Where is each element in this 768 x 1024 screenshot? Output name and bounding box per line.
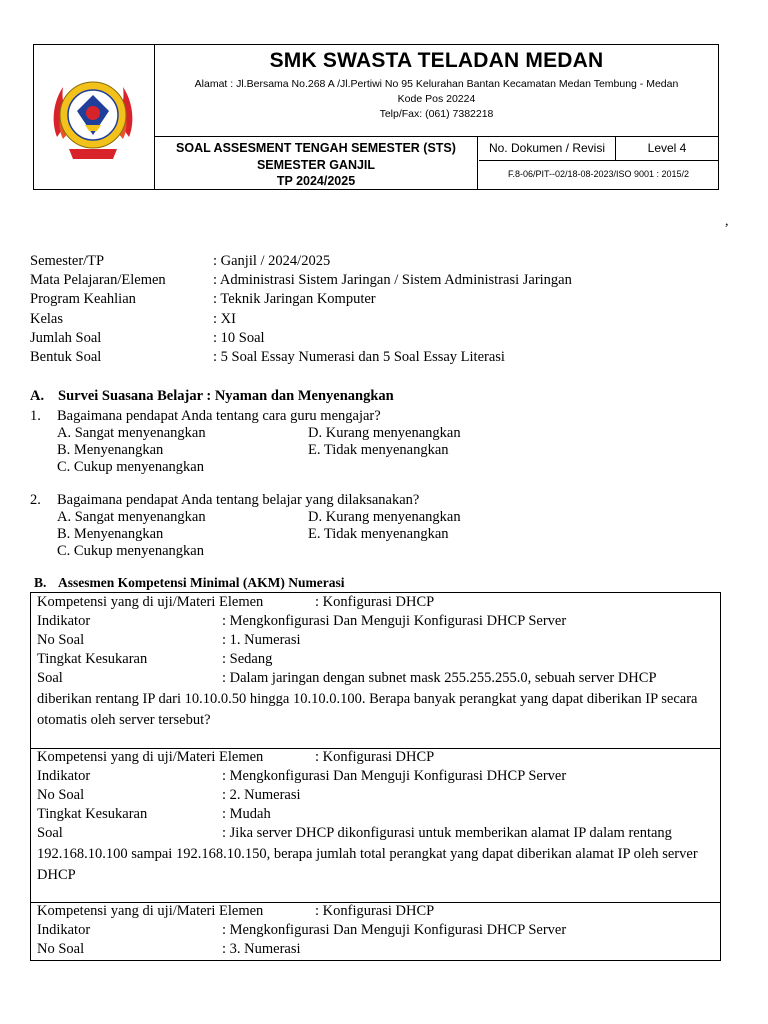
header-row-2	[155, 136, 718, 190]
indikator-value: : Mengkonfigurasi Dan Menguji Konfigurasi DHCP Server	[222, 613, 567, 629]
info-label: Program Keahlian	[30, 291, 136, 308]
tingkat-label: Tingkat Kesukaran	[37, 806, 148, 822]
question-number: 2.	[30, 492, 41, 508]
info-value: : Administrasi Sistem Jaringan / Sistem Administrasi Jaringan	[213, 272, 572, 289]
option-a: A. Sangat menyenangkan	[57, 425, 206, 441]
indikator-value: : Mengkonfigurasi Dan Menguji Konfigurasi DHCP Server	[222, 922, 567, 938]
school-info	[155, 45, 718, 122]
info-label: Mata Pelajaran/Elemen	[30, 272, 166, 289]
section-b-title	[34, 575, 344, 591]
question-text: Bagaimana pendapat Anda tentang belajar yang dilaksanakan?	[57, 492, 420, 508]
section-b-label: B.	[34, 575, 47, 590]
exam-title	[155, 137, 478, 190]
kompetensi-value: : Konfigurasi DHCP	[315, 594, 435, 610]
section-a-label: A.	[30, 388, 45, 404]
option-c: C. Cukup menyenangkan	[57, 459, 204, 475]
option-e: E. Tidak menyenangkan	[308, 526, 449, 542]
kompetensi-label: Kompetensi yang di uji/Materi Elemen	[37, 594, 264, 610]
level-label: Level 4	[616, 137, 718, 161]
no-soal-value: : 3. Numerasi	[222, 941, 301, 957]
info-value: : XI	[213, 310, 236, 327]
no-soal-value: : 2. Numerasi	[222, 787, 301, 803]
option-d: D. Kurang menyenangkan	[308, 425, 461, 441]
section-b-heading: Assesmen Kompetensi Minimal (AKM) Numerasi	[58, 575, 345, 590]
no-soal-label: No Soal	[37, 941, 85, 957]
school-address	[155, 77, 718, 122]
info-value: : Ganjil / 2024/2025	[213, 253, 331, 269]
exam-title-line1: SOAL ASSESMENT TENGAH SEMESTER (STS)	[176, 141, 456, 155]
option-d: D. Kurang menyenangkan	[308, 509, 461, 525]
option-b: B. Menyenangkan	[57, 442, 164, 458]
tingkat-value: : Mudah	[222, 806, 271, 822]
soal-value-continued: 192.168.10.100 sampai 192.168.10.150, berapa jumlah total perangkat yang dapat diberikan alamat IP oleh server DHCP	[37, 846, 698, 883]
logo-cell	[34, 45, 155, 189]
tingkat-label: Tingkat Kesukaran	[37, 651, 148, 667]
kompetensi-value: : Konfigurasi DHCP	[315, 903, 435, 919]
info-value: : 10 Soal	[213, 329, 265, 346]
kompetensi-label: Kompetensi yang di uji/Materi Elemen	[37, 749, 264, 765]
section-a-heading: Survei Suasana Belajar : Nyaman dan Menyenangkan	[58, 388, 394, 404]
soal-value-first-line: : Dalam jaringan dengan subnet mask 255.255.255.0, sebuah server DHCP	[222, 670, 657, 686]
info-value: : 5 Soal Essay Numerasi dan 5 Soal Essay Literasi	[213, 348, 505, 365]
kompetensi-label: Kompetensi yang di uji/Materi Elemen	[37, 903, 264, 919]
option-b: B. Menyenangkan	[57, 526, 164, 542]
address-line: Alamat : Jl.Bersama No.268 A /Jl.Pertiwi No 95 Kelurahan Bantan Kecamatan Medan Tembung - Medan	[194, 78, 679, 90]
school-name: SMK SWASTA TELADAN MEDAN	[269, 49, 604, 72]
logo-text-bottom: MEDAN	[82, 159, 108, 166]
postal-code: Kode Pos 20224	[397, 93, 476, 105]
option-c: C. Cukup menyenangkan	[57, 543, 204, 559]
no-soal-label: No Soal	[37, 632, 85, 648]
indikator-value: : Mengkonfigurasi Dan Menguji Konfigurasi DHCP Server	[222, 768, 567, 784]
info-label: Semester/TP	[30, 253, 105, 269]
doc-revision-label: No. Dokumen / Revisi	[479, 137, 616, 161]
info-label: Kelas	[30, 310, 64, 327]
info-label: Bentuk Soal	[30, 348, 102, 365]
soal-label: Soal	[37, 825, 63, 841]
question-number: 1.	[30, 408, 41, 424]
option-a: A. Sangat menyenangkan	[57, 509, 206, 525]
info-value: : Teknik Jaringan Komputer	[213, 291, 376, 308]
no-soal-value: : 1. Numerasi	[222, 632, 301, 648]
indikator-label: Indikator	[37, 768, 91, 784]
tingkat-value: : Sedang	[222, 651, 273, 667]
section-a-title	[30, 388, 394, 405]
info-label: Jumlah Soal	[30, 329, 102, 346]
indikator-label: Indikator	[37, 922, 91, 938]
school-logo	[49, 67, 137, 167]
soal-value-continued: diberikan rentang IP dari 10.10.0.50 hingga 10.10.0.100. Berapa banyak perangkat yang dapat diberikan IP secara otomatis oleh server tersebut?	[37, 691, 698, 728]
doc-number: F.8-06/PIT--02/18-08-2023/ISO 9001 : 2015/2	[507, 169, 690, 179]
document-header	[33, 44, 719, 190]
exam-title-line3: TP 2024/2025	[276, 174, 356, 188]
telephone: Telp/Fax: (061) 7382218	[379, 108, 494, 120]
soal-label: Soal	[37, 670, 63, 686]
question-text: Bagaimana pendapat Anda tentang cara guru mengajar?	[57, 408, 381, 424]
stray-mark: ,	[725, 214, 729, 229]
akm-table	[30, 592, 721, 961]
kompetensi-value: : Konfigurasi DHCP	[315, 749, 435, 765]
option-e: E. Tidak menyenangkan	[308, 442, 449, 458]
soal-value-first-line: : Jika server DHCP dikonfigurasi untuk memberikan alamat IP dalam rentang	[222, 825, 672, 841]
no-soal-label: No Soal	[37, 787, 85, 803]
exam-title-line2: SEMESTER GANJIL	[256, 157, 376, 172]
indikator-label: Indikator	[37, 613, 91, 629]
